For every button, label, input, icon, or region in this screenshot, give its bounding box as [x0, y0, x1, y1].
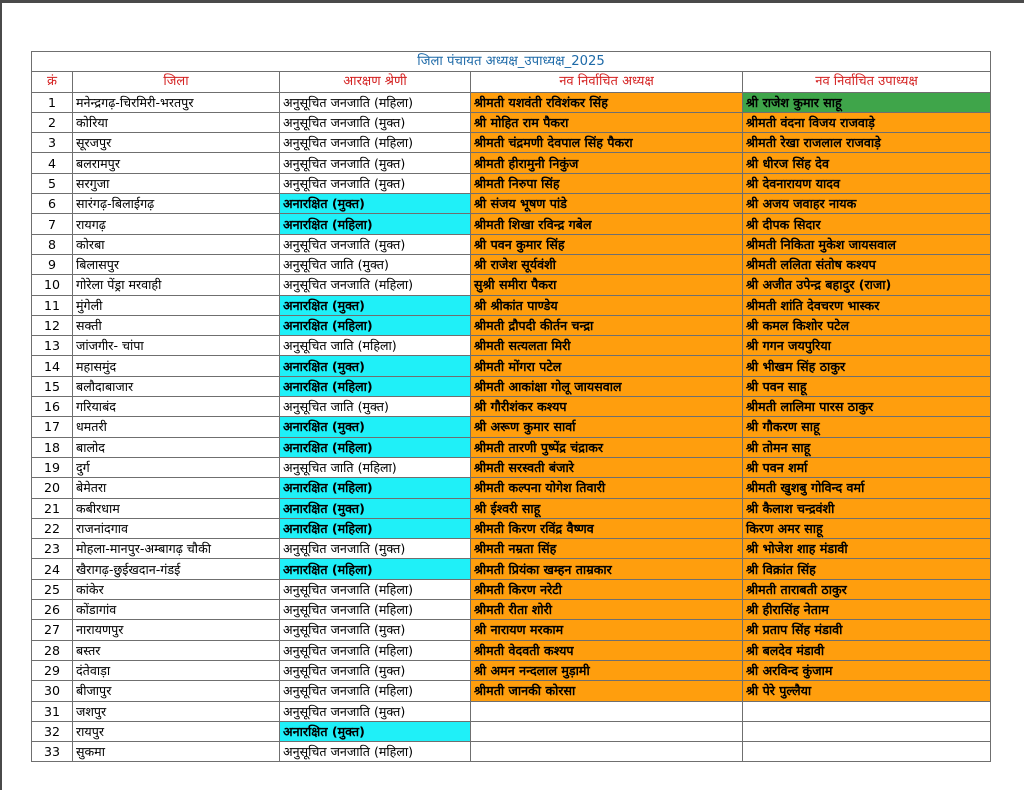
reservation-category-cell[interactable]: अनुसूचित जनजाति (महिला) [280, 640, 471, 660]
district-cell[interactable]: सूरजपुर [73, 133, 280, 153]
district-cell[interactable]: बालोद [73, 437, 280, 457]
table-row [32, 397, 991, 417]
president-cell[interactable]: श्रीमती रीता शोरी [471, 600, 743, 620]
reservation-category-cell[interactable]: अनारक्षित (महिला) [280, 315, 471, 335]
serial-number-cell[interactable]: 11 [32, 295, 73, 315]
serial-number-cell[interactable]: 10 [32, 275, 73, 295]
reservation-category-cell[interactable]: अनुसूचित जनजाति (महिला) [280, 681, 471, 701]
header-reservation-category: आरक्षण श्रेणी [280, 72, 471, 92]
serial-number-cell[interactable]: 23 [32, 539, 73, 559]
district-cell[interactable]: धमतरी [73, 417, 280, 437]
serial-number-cell[interactable]: 1 [32, 92, 73, 112]
vice-president-cell[interactable]: श्री धीरज सिंह देव [743, 153, 991, 173]
reservation-category-cell[interactable]: अनुसूचित जनजाति (महिला) [280, 742, 471, 762]
header-vice-president: नव निर्वाचित उपाध्यक्ष [743, 72, 991, 92]
table-row [32, 660, 991, 680]
president-cell[interactable]: श्री मोहित राम पैकरा [471, 112, 743, 132]
vice-president-cell[interactable] [743, 742, 991, 762]
president-cell[interactable]: श्रीमती मोंगरा पटेल [471, 356, 743, 376]
sheet-title: जिला पंचायत अध्यक्ष_उपाध्यक्ष_2025 [32, 52, 991, 72]
vice-president-cell[interactable]: श्री भोजेश शाह मंडावी [743, 539, 991, 559]
district-cell[interactable]: सारंगढ़-बिलाईगढ़ [73, 194, 280, 214]
president-cell[interactable]: श्रीमती आकांक्षा गोलू जायसवाल [471, 376, 743, 396]
vice-president-cell[interactable]: श्री हीरासिंह नेताम [743, 600, 991, 620]
president-cell[interactable]: श्री अमन नन्दलाल मुड़ामी [471, 660, 743, 680]
vice-president-cell[interactable]: श्री तोमन साहू [743, 437, 991, 457]
header-district: जिला [73, 72, 280, 92]
district-cell[interactable]: कबीरधाम [73, 498, 280, 518]
serial-number-cell[interactable]: 13 [32, 336, 73, 356]
table-row [32, 478, 991, 498]
vice-president-cell[interactable]: श्री दीपक सिदार [743, 214, 991, 234]
vice-president-cell[interactable]: श्री गगन जयपुरिया [743, 336, 991, 356]
serial-number-cell[interactable]: 6 [32, 194, 73, 214]
reservation-category-cell[interactable]: अनारक्षित (महिला) [280, 214, 471, 234]
district-cell[interactable]: बेमेतरा [73, 478, 280, 498]
table-row [32, 518, 991, 538]
president-cell[interactable]: श्रीमती जानकी कोरसा [471, 681, 743, 701]
district-cell[interactable]: मोहला-मानपुर-अम्बागढ़ चौकी [73, 539, 280, 559]
vice-president-cell[interactable]: श्री कैलाश चन्द्रवंशी [743, 498, 991, 518]
table-row [32, 234, 991, 254]
president-cell[interactable]: श्री श्रीकांत पाण्डेय [471, 295, 743, 315]
table-row [32, 579, 991, 599]
district-cell[interactable]: राजनांदगाव [73, 518, 280, 538]
table-row [32, 315, 991, 335]
president-cell[interactable]: श्रीमती किरण नरेटी [471, 579, 743, 599]
district-cell[interactable]: सरगुजा [73, 173, 280, 193]
table-row [32, 721, 991, 741]
district-cell[interactable]: कोरिया [73, 112, 280, 132]
district-cell[interactable]: बलरामपुर [73, 153, 280, 173]
vice-president-cell[interactable]: श्री राजेश कुमार साहू [743, 92, 991, 112]
reservation-category-cell[interactable]: अनुसूचित जाति (महिला) [280, 336, 471, 356]
table-row [32, 742, 991, 762]
district-cell[interactable]: दुर्ग [73, 457, 280, 477]
president-cell[interactable]: श्रीमती किरण रविंद्र वैष्णव [471, 518, 743, 538]
district-cell[interactable]: बीजापुर [73, 681, 280, 701]
vice-president-cell[interactable]: श्रीमती ताराबती ठाकुर [743, 579, 991, 599]
table-row [32, 559, 991, 579]
serial-number-cell[interactable]: 16 [32, 397, 73, 417]
district-cell[interactable]: रायगढ़ [73, 214, 280, 234]
serial-number-cell[interactable]: 7 [32, 214, 73, 234]
district-cell[interactable]: नारायणपुर [73, 620, 280, 640]
district-cell[interactable]: जशपुर [73, 701, 280, 721]
vice-president-cell[interactable]: किरण अमर साहू [743, 518, 991, 538]
reservation-category-cell[interactable]: अनारक्षित (मुक्त) [280, 295, 471, 315]
reservation-category-cell[interactable]: अनुसूचित जनजाति (महिला) [280, 92, 471, 112]
reservation-category-cell[interactable]: अनुसूचित जनजाति (मुक्त) [280, 539, 471, 559]
serial-number-cell[interactable]: 14 [32, 356, 73, 376]
district-cell[interactable]: गोरेला पेंड्रा मरवाही [73, 275, 280, 295]
vice-president-cell[interactable]: श्री पवन साहू [743, 376, 991, 396]
serial-number-cell[interactable]: 5 [32, 173, 73, 193]
table-row [32, 254, 991, 274]
table-row [32, 133, 991, 153]
vice-president-cell[interactable] [743, 721, 991, 741]
table-row [32, 173, 991, 193]
election-results-table [31, 51, 991, 762]
district-cell[interactable]: दंतेवाड़ा [73, 660, 280, 680]
reservation-category-cell[interactable]: अनुसूचित जाति (महिला) [280, 457, 471, 477]
reservation-category-cell[interactable]: अनारक्षित (महिला) [280, 478, 471, 498]
serial-number-cell[interactable]: 28 [32, 640, 73, 660]
vice-president-cell[interactable]: श्रीमती वंदना विजय राजवाड़े [743, 112, 991, 132]
district-cell[interactable]: गरियाबंद [73, 397, 280, 417]
president-cell[interactable]: श्री नारायण मरकाम [471, 620, 743, 640]
table-row [32, 112, 991, 132]
vice-president-cell[interactable]: श्री बलदेव मंडावी [743, 640, 991, 660]
district-cell[interactable]: सक्ती [73, 315, 280, 335]
table-row [32, 295, 991, 315]
president-cell[interactable]: श्रीमती द्रौपदी कीर्तन चन्द्रा [471, 315, 743, 335]
reservation-category-cell[interactable]: अनुसूचित जाति (मुक्त) [280, 397, 471, 417]
reservation-category-cell[interactable]: अनुसूचित जनजाति (मुक्त) [280, 701, 471, 721]
table-row [32, 681, 991, 701]
vice-president-cell[interactable]: श्री पवन शर्मा [743, 457, 991, 477]
table-row [32, 376, 991, 396]
district-cell[interactable]: महासमुंद [73, 356, 280, 376]
vice-president-cell[interactable]: श्रीमती रेखा राजलाल राजवाड़े [743, 133, 991, 153]
president-cell[interactable]: श्रीमती निरुपा सिंह [471, 173, 743, 193]
table-row [32, 701, 991, 721]
reservation-category-cell[interactable]: अनुसूचित जनजाति (महिला) [280, 579, 471, 599]
president-cell[interactable]: श्री पवन कुमार सिंह [471, 234, 743, 254]
vice-president-cell[interactable] [743, 701, 991, 721]
serial-number-cell[interactable]: 27 [32, 620, 73, 640]
table-row [32, 356, 991, 376]
president-cell[interactable] [471, 701, 743, 721]
table-row [32, 539, 991, 559]
district-cell[interactable]: जांजगीर- चांपा [73, 336, 280, 356]
serial-number-cell[interactable]: 20 [32, 478, 73, 498]
serial-number-cell[interactable]: 24 [32, 559, 73, 579]
vice-president-cell[interactable]: श्री गौकरण साहू [743, 417, 991, 437]
serial-number-cell[interactable]: 29 [32, 660, 73, 680]
serial-number-cell[interactable]: 22 [32, 518, 73, 538]
vice-president-cell[interactable]: श्री प्रताप सिंह मंडावी [743, 620, 991, 640]
table-row [32, 92, 991, 112]
reservation-category-cell[interactable]: अनारक्षित (मुक्त) [280, 356, 471, 376]
president-cell[interactable]: श्री ईश्वरी साहू [471, 498, 743, 518]
president-cell[interactable]: श्री संजय भूषण पांडे [471, 194, 743, 214]
table-row [32, 194, 991, 214]
vice-president-cell[interactable]: श्री अजीत उपेन्द्र बहादुर (राजा) [743, 275, 991, 295]
vice-president-cell[interactable]: श्रीमती खुशबु गोविन्द वर्मा [743, 478, 991, 498]
reservation-category-cell[interactable]: अनुसूचित जनजाति (मुक्त) [280, 620, 471, 640]
reservation-category-cell[interactable]: अनुसूचित जनजाति (मुक्त) [280, 173, 471, 193]
vice-president-cell[interactable]: श्री देवनारायण यादव [743, 173, 991, 193]
vice-president-cell[interactable]: श्री अजय जवाहर नायक [743, 194, 991, 214]
header-serial: क्रं [32, 72, 73, 92]
district-cell[interactable]: कोरबा [73, 234, 280, 254]
district-cell[interactable]: कांकेर [73, 579, 280, 599]
table-row [32, 457, 991, 477]
table-row [32, 417, 991, 437]
table-row [32, 620, 991, 640]
reservation-category-cell[interactable]: अनुसूचित जनजाति (मुक्त) [280, 112, 471, 132]
serial-number-cell[interactable]: 8 [32, 234, 73, 254]
vice-president-cell[interactable]: श्रीमती शांति देवचरण भास्कर [743, 295, 991, 315]
reservation-category-cell[interactable]: अनुसूचित जनजाति (महिला) [280, 133, 471, 153]
district-cell[interactable]: मुंगेली [73, 295, 280, 315]
district-cell[interactable]: खैरागढ़-छुईखदान-गंडई [73, 559, 280, 579]
title-row [32, 52, 991, 72]
president-cell[interactable]: श्रीमती नम्रता सिंह [471, 539, 743, 559]
president-cell[interactable] [471, 721, 743, 741]
reservation-category-cell[interactable]: अनारक्षित (मुक्त) [280, 721, 471, 741]
reservation-category-cell[interactable]: अनुसूचित जनजाति (महिला) [280, 275, 471, 295]
district-cell[interactable]: बिलासपुर [73, 254, 280, 274]
serial-number-cell[interactable]: 21 [32, 498, 73, 518]
serial-number-cell[interactable]: 2 [32, 112, 73, 132]
vice-president-cell[interactable]: श्रीमती निकिता मुकेश जायसवाल [743, 234, 991, 254]
table-row [32, 640, 991, 660]
president-cell[interactable]: श्रीमती प्रियंका खम्हन ताम्रकार [471, 559, 743, 579]
president-cell[interactable]: श्रीमती कल्पना योगेश तिवारी [471, 478, 743, 498]
president-cell[interactable]: श्री अरूण कुमार सार्वा [471, 417, 743, 437]
reservation-category-cell[interactable]: अनुसूचित जनजाति (मुक्त) [280, 234, 471, 254]
table-row [32, 437, 991, 457]
vice-president-cell[interactable]: श्री कमल किशोर पटेल [743, 315, 991, 335]
president-cell[interactable]: श्रीमती यशवंती रविशंकर सिंह [471, 92, 743, 112]
serial-number-cell[interactable]: 32 [32, 721, 73, 741]
president-cell[interactable]: श्रीमती सरस्वती बंजारे [471, 457, 743, 477]
president-cell[interactable]: श्रीमती वेदवती कश्यप [471, 640, 743, 660]
table-body [32, 92, 991, 762]
serial-number-cell[interactable]: 30 [32, 681, 73, 701]
district-cell[interactable]: मनेन्द्रगढ़-चिरमिरी-भरतपुर [73, 92, 280, 112]
reservation-category-cell[interactable]: अनारक्षित (मुक्त) [280, 417, 471, 437]
president-cell[interactable]: श्रीमती तारणी पुष्पेंद्र चंद्राकर [471, 437, 743, 457]
serial-number-cell[interactable]: 15 [32, 376, 73, 396]
table-row [32, 153, 991, 173]
president-cell[interactable]: सुश्री समीरा पैकरा [471, 275, 743, 295]
district-cell[interactable]: बस्तर [73, 640, 280, 660]
president-cell[interactable]: श्री राजेश सूर्यवंशी [471, 254, 743, 274]
reservation-category-cell[interactable]: अनारक्षित (महिला) [280, 518, 471, 538]
serial-number-cell[interactable]: 19 [32, 457, 73, 477]
reservation-category-cell[interactable]: अनारक्षित (महिला) [280, 559, 471, 579]
serial-number-cell[interactable]: 3 [32, 133, 73, 153]
president-cell[interactable]: श्रीमती सत्यलता मिरी [471, 336, 743, 356]
table-row [32, 498, 991, 518]
district-cell[interactable]: कोंडागांव [73, 600, 280, 620]
table-row [32, 275, 991, 295]
reservation-category-cell[interactable]: अनुसूचित जनजाति (महिला) [280, 600, 471, 620]
serial-number-cell[interactable]: 9 [32, 254, 73, 274]
reservation-category-cell[interactable]: अनारक्षित (महिला) [280, 437, 471, 457]
header-row [32, 72, 991, 92]
table-row [32, 336, 991, 356]
reservation-category-cell[interactable]: अनुसूचित जनजाति (मुक्त) [280, 153, 471, 173]
president-cell[interactable] [471, 742, 743, 762]
serial-number-cell[interactable]: 31 [32, 701, 73, 721]
reservation-category-cell[interactable]: अनारक्षित (मुक्त) [280, 498, 471, 518]
district-cell[interactable]: सुकमा [73, 742, 280, 762]
reservation-category-cell[interactable]: अनारक्षित (महिला) [280, 376, 471, 396]
reservation-category-cell[interactable]: अनुसूचित जनजाति (मुक्त) [280, 660, 471, 680]
vice-president-cell[interactable]: श्रीमती ललिता संतोष कश्यप [743, 254, 991, 274]
table-row [32, 600, 991, 620]
reservation-category-cell[interactable]: अनारक्षित (मुक्त) [280, 194, 471, 214]
president-cell[interactable]: श्रीमती हीरामुनी निकुंज [471, 153, 743, 173]
president-cell[interactable]: श्रीमती चंद्रमणी देवपाल सिंह पैकरा [471, 133, 743, 153]
vice-president-cell[interactable]: श्री अरविन्द कुंजाम [743, 660, 991, 680]
serial-number-cell[interactable]: 26 [32, 600, 73, 620]
serial-number-cell[interactable]: 25 [32, 579, 73, 599]
header-president: नव निर्वाचित अध्यक्ष [471, 72, 743, 92]
table-row [32, 214, 991, 234]
vice-president-cell[interactable]: श्री पेरे पुल्लैया [743, 681, 991, 701]
serial-number-cell[interactable]: 33 [32, 742, 73, 762]
vice-president-cell[interactable]: श्रीमती लालिमा पारस ठाकुर [743, 397, 991, 417]
serial-number-cell[interactable]: 12 [32, 315, 73, 335]
serial-number-cell[interactable]: 18 [32, 437, 73, 457]
vice-president-cell[interactable]: श्री विक्रांत सिंह [743, 559, 991, 579]
president-cell[interactable]: श्रीमती शिखा रविन्द्र गबेल [471, 214, 743, 234]
vice-president-cell[interactable]: श्री भीखम सिंह ठाकुर [743, 356, 991, 376]
district-cell[interactable]: रायपुर [73, 721, 280, 741]
president-cell[interactable]: श्री गौरीशंकर कश्यप [471, 397, 743, 417]
serial-number-cell[interactable]: 17 [32, 417, 73, 437]
district-cell[interactable]: बलौदाबाजार [73, 376, 280, 396]
serial-number-cell[interactable]: 4 [32, 153, 73, 173]
spreadsheet [31, 51, 990, 762]
reservation-category-cell[interactable]: अनुसूचित जाति (मुक्त) [280, 254, 471, 274]
